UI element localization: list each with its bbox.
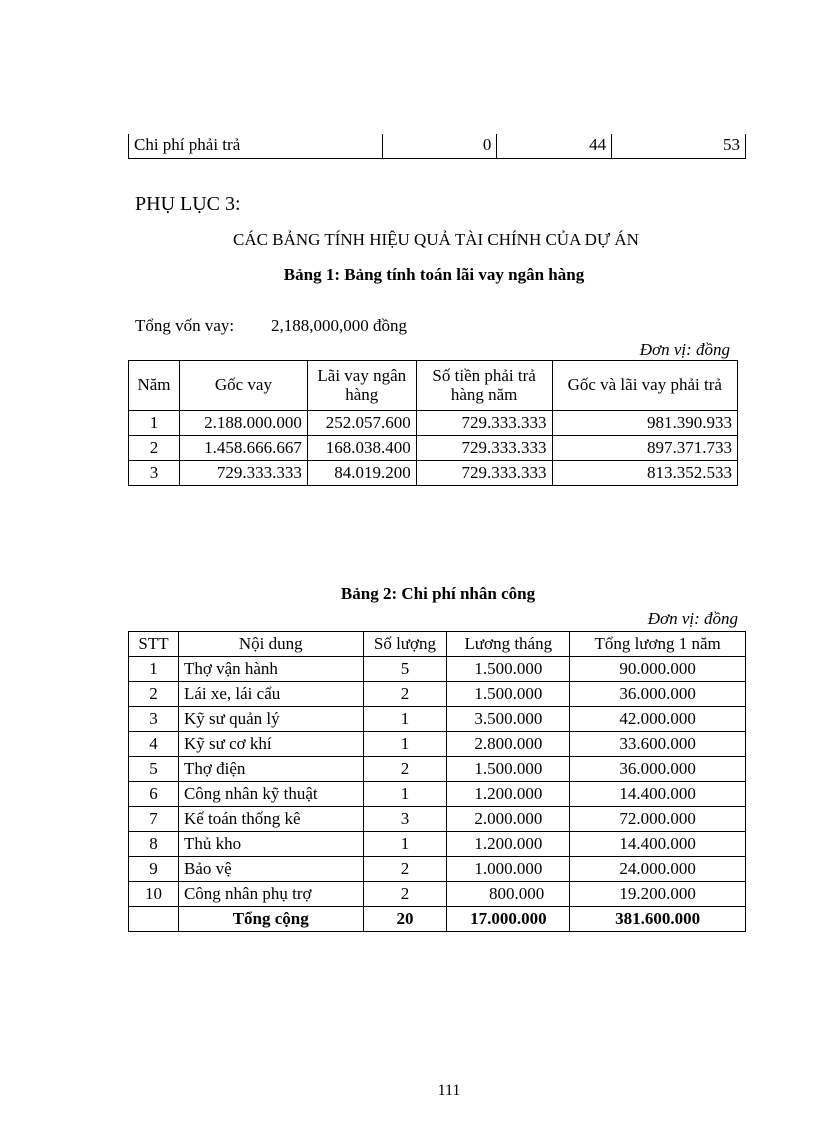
table-row bbox=[129, 807, 746, 832]
total-quantity: 20 bbox=[363, 907, 447, 932]
table-cell: 1.000.000 bbox=[447, 857, 570, 882]
table-cell: 1.500.000 bbox=[447, 657, 570, 682]
table-cell: 168.038.400 bbox=[307, 436, 416, 461]
table-cell: 2.000.000 bbox=[447, 807, 570, 832]
table-row bbox=[129, 134, 746, 158]
top-row-label: Chi phí phải trả bbox=[129, 134, 383, 158]
column-header: Gốc vay bbox=[179, 361, 307, 411]
column-header: Nội dung bbox=[178, 632, 363, 657]
table-cell: 897.371.733 bbox=[552, 436, 738, 461]
section-title: CÁC BẢNG TÍNH HIỆU QUẢ TÀI CHÍNH CỦA DỰ ÁN bbox=[233, 230, 639, 249]
table-cell: 72.000.000 bbox=[570, 807, 746, 832]
table-cell: Thủ kho bbox=[178, 832, 363, 857]
table-cell: 6 bbox=[129, 782, 179, 807]
table-cell: 981.390.933 bbox=[552, 411, 738, 436]
appendix-title: PHỤ LỤC 3: bbox=[135, 193, 241, 215]
table-cell bbox=[129, 907, 179, 932]
table-cell: 2 bbox=[363, 857, 447, 882]
loan-value: 2,188,000,000 đồng bbox=[271, 316, 407, 335]
column-header: Tổng lương 1 năm bbox=[570, 632, 746, 657]
table-cell: 252.057.600 bbox=[307, 411, 416, 436]
table-cell: 3.500.000 bbox=[447, 707, 570, 732]
labor-cost-table bbox=[128, 631, 746, 932]
table-cell: 2 bbox=[363, 682, 447, 707]
table-cell: 1 bbox=[363, 832, 447, 857]
table-cell: 36.000.000 bbox=[570, 757, 746, 782]
table-row bbox=[129, 682, 746, 707]
table-row bbox=[129, 857, 746, 882]
top-partial-table bbox=[128, 134, 746, 159]
table-cell: 3 bbox=[129, 707, 179, 732]
top-row-value: 0 bbox=[382, 134, 497, 158]
table-cell: 3 bbox=[129, 461, 180, 486]
table-cell: 1 bbox=[363, 782, 447, 807]
table-cell: 1.458.666.667 bbox=[179, 436, 307, 461]
table-header-row bbox=[129, 361, 738, 411]
table1-title: Bảng 1: Bảng tính toán lãi vay ngân hàng bbox=[283, 265, 585, 284]
table-cell: 2 bbox=[129, 682, 179, 707]
table-cell: 1 bbox=[129, 657, 179, 682]
table-cell: 36.000.000 bbox=[570, 682, 746, 707]
column-header: Lương tháng bbox=[447, 632, 570, 657]
table-cell: 42.000.000 bbox=[570, 707, 746, 732]
table-row bbox=[129, 411, 738, 436]
table-cell: 90.000.000 bbox=[570, 657, 746, 682]
table-row bbox=[129, 461, 738, 486]
loan-label: Tổng vốn vay: bbox=[135, 316, 235, 335]
table-row bbox=[129, 782, 746, 807]
table-row bbox=[129, 832, 746, 857]
table-cell: 14.400.000 bbox=[570, 832, 746, 857]
column-header: Số tiền phải trả hàng năm bbox=[416, 361, 552, 411]
table-cell: 4 bbox=[129, 732, 179, 757]
table-cell: Lái xe, lái cẩu bbox=[178, 682, 363, 707]
table-cell: 2 bbox=[129, 436, 180, 461]
table-cell: 14.400.000 bbox=[570, 782, 746, 807]
total-annual-salary: 381.600.000 bbox=[570, 907, 746, 932]
table2-title: Bảng 2: Chi phí nhân công bbox=[340, 584, 536, 603]
table-cell: Bảo vệ bbox=[178, 857, 363, 882]
table-cell: Kỹ sư quản lý bbox=[178, 707, 363, 732]
table-cell: Công nhân kỹ thuật bbox=[178, 782, 363, 807]
table-cell: 1 bbox=[363, 707, 447, 732]
table-cell: 10 bbox=[129, 882, 179, 907]
column-header: Số lượng bbox=[363, 632, 447, 657]
table-cell: 800.000 bbox=[447, 882, 570, 907]
table1-unit: Đơn vị: đồng bbox=[639, 340, 730, 359]
table-cell: Thợ vận hành bbox=[178, 657, 363, 682]
table-cell: Kỹ sư cơ khí bbox=[178, 732, 363, 757]
table-cell: 8 bbox=[129, 832, 179, 857]
table-cell: 2.188.000.000 bbox=[179, 411, 307, 436]
table-cell: 5 bbox=[363, 657, 447, 682]
table-cell: 3 bbox=[363, 807, 447, 832]
table-row bbox=[129, 757, 746, 782]
table-cell: 1.200.000 bbox=[447, 782, 570, 807]
table-cell: Kế toán thống kê bbox=[178, 807, 363, 832]
table-cell: 1 bbox=[129, 411, 180, 436]
table-cell: 84.019.200 bbox=[307, 461, 416, 486]
table-cell: Công nhân phụ trợ bbox=[178, 882, 363, 907]
table-header-row bbox=[129, 632, 746, 657]
table2-unit: Đơn vị: đồng bbox=[647, 609, 738, 628]
table-cell: 2 bbox=[363, 882, 447, 907]
table-row bbox=[129, 657, 746, 682]
page-number: 111 bbox=[437, 1082, 461, 1099]
top-row-value: 44 bbox=[497, 134, 612, 158]
column-header: Lãi vay ngân hàng bbox=[307, 361, 416, 411]
table-cell: 1.200.000 bbox=[447, 832, 570, 857]
total-label: Tổng cộng bbox=[178, 907, 363, 932]
table-cell: 19.200.000 bbox=[570, 882, 746, 907]
table-cell: 1.500.000 bbox=[447, 757, 570, 782]
table-cell: 9 bbox=[129, 857, 179, 882]
table-cell: 33.600.000 bbox=[570, 732, 746, 757]
table-cell: 729.333.333 bbox=[416, 411, 552, 436]
table-cell: 1.500.000 bbox=[447, 682, 570, 707]
table-total-row bbox=[129, 907, 746, 932]
table-cell: 2 bbox=[363, 757, 447, 782]
table-cell: 5 bbox=[129, 757, 179, 782]
table-row bbox=[129, 732, 746, 757]
table-cell: 729.333.333 bbox=[416, 461, 552, 486]
table-cell: Thợ điện bbox=[178, 757, 363, 782]
table-cell: 24.000.000 bbox=[570, 857, 746, 882]
top-row-value: 53 bbox=[612, 134, 746, 158]
column-header: STT bbox=[129, 632, 179, 657]
table-cell: 2.800.000 bbox=[447, 732, 570, 757]
table-row bbox=[129, 707, 746, 732]
table-row bbox=[129, 882, 746, 907]
column-header: Năm bbox=[129, 361, 180, 411]
loan-interest-table bbox=[128, 360, 738, 486]
column-header: Gốc và lãi vay phải trả bbox=[552, 361, 738, 411]
table-cell: 7 bbox=[129, 807, 179, 832]
total-monthly-salary: 17.000.000 bbox=[447, 907, 570, 932]
table-cell: 729.333.333 bbox=[179, 461, 307, 486]
table-cell: 813.352.533 bbox=[552, 461, 738, 486]
table-row bbox=[129, 436, 738, 461]
table-cell: 1 bbox=[363, 732, 447, 757]
table-cell: 729.333.333 bbox=[416, 436, 552, 461]
